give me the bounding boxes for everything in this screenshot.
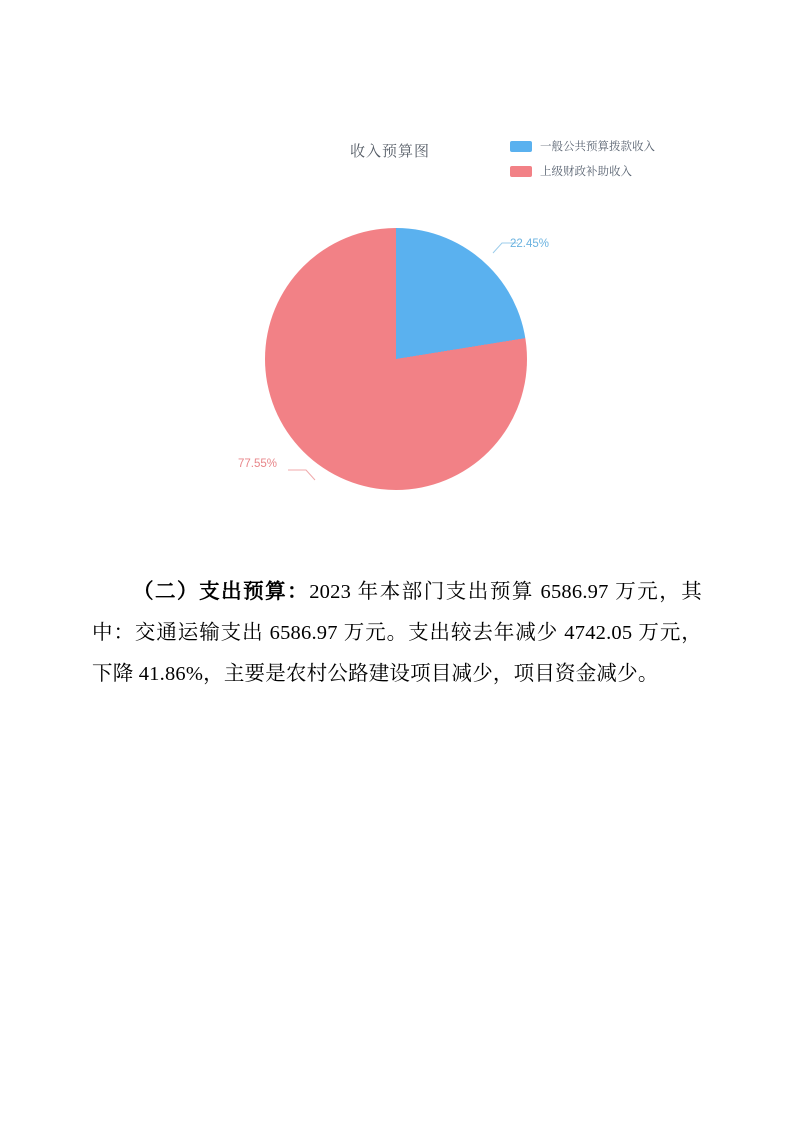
legend-item-general-public-budget[interactable] bbox=[510, 138, 655, 154]
expenditure-budget-paragraph bbox=[92, 572, 702, 695]
legend-item-label: 上级财政补助收入 bbox=[540, 166, 632, 178]
chart-legend bbox=[510, 138, 655, 188]
legend-item-superior-subsidy[interactable] bbox=[510, 163, 655, 179]
paragraph-body-text: 2023 年本部门支出预算 6586.97 万元，其中：交通运输支出 6586.97 万元。支出较去年减少 4742.05 万元，下降 41.86%，主要是农村公路建设项目减少，项目资金减少。 bbox=[92, 581, 702, 685]
legend-swatch-icon bbox=[510, 141, 532, 152]
pie-label-superior-subsidy: 77.55% bbox=[238, 458, 278, 470]
leader-line-slice-b bbox=[288, 458, 316, 482]
chart-title: 收入预算图 bbox=[350, 143, 431, 160]
paragraph-lead-label: （二）支出预算： bbox=[133, 581, 310, 603]
pie-slices[interactable] bbox=[265, 228, 527, 490]
legend-item-label: 一般公共预算拨款收入 bbox=[540, 141, 655, 153]
pie-label-general-public-budget: 22.45% bbox=[510, 238, 550, 250]
income-budget-pie-chart bbox=[0, 120, 793, 540]
pie-wrapper bbox=[265, 228, 527, 490]
legend-swatch-icon bbox=[510, 166, 532, 177]
